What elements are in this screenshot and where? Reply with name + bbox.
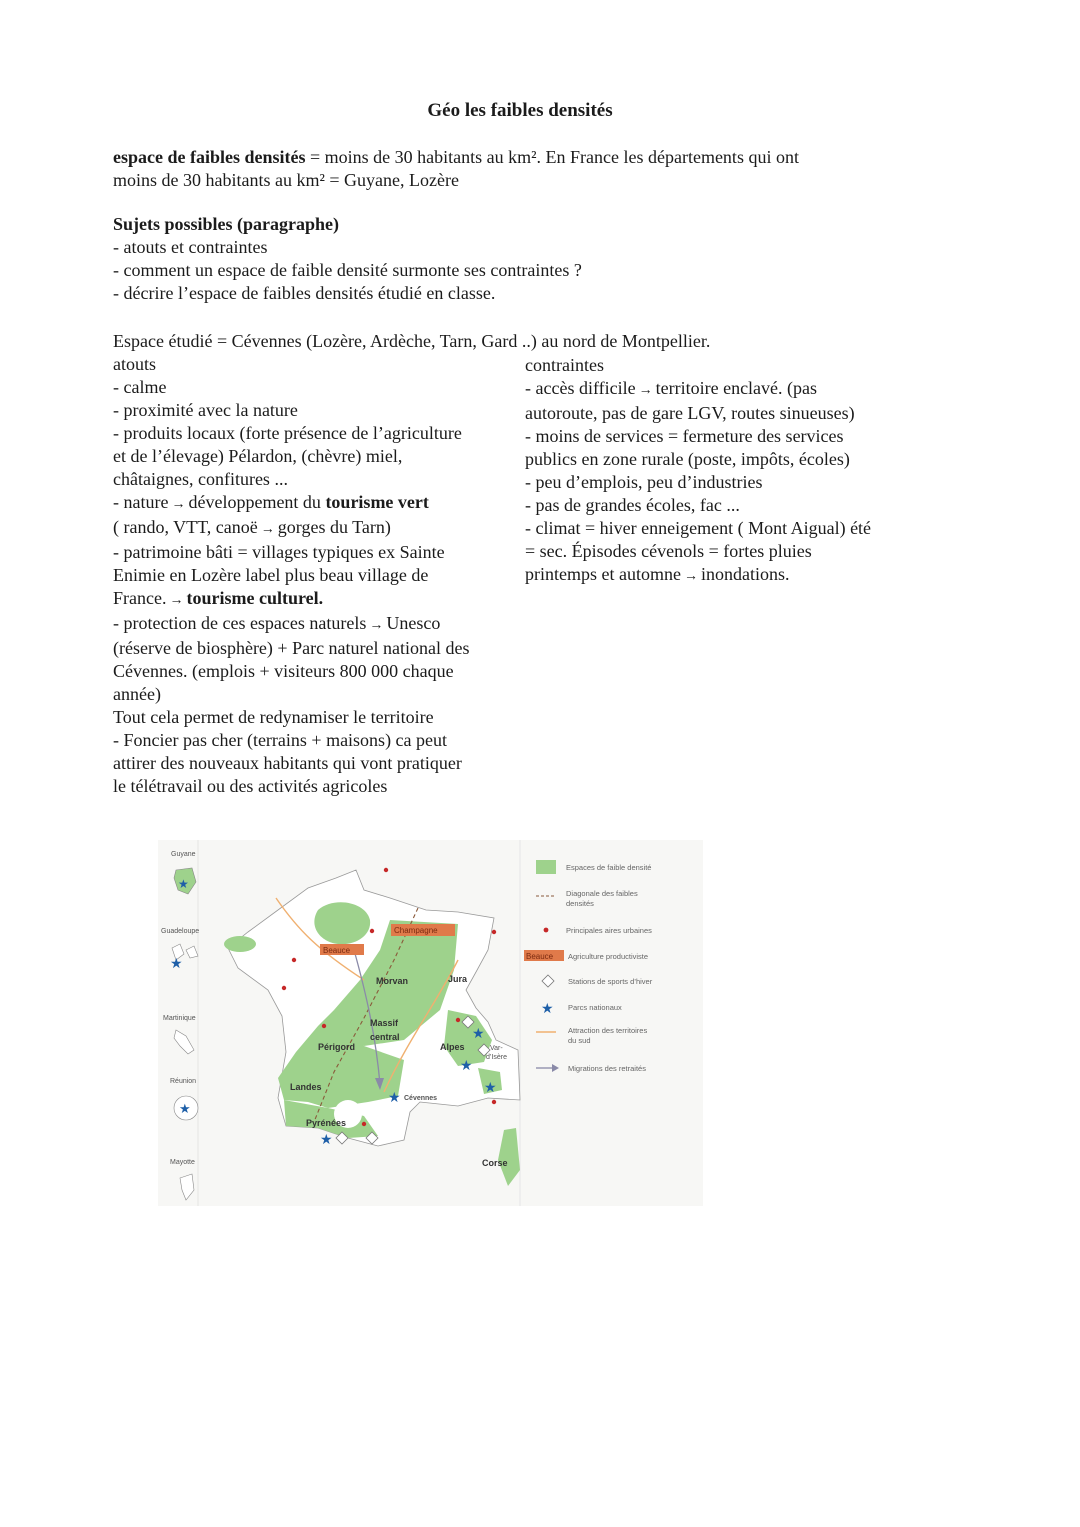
urban-dot	[282, 986, 286, 990]
map-label-cevennes: Cévennes	[404, 1095, 438, 1102]
legend-migration: Migrations des retraités	[568, 1064, 646, 1073]
urban-dot	[384, 868, 388, 872]
legend-low-density: Espaces de faible densité	[566, 863, 652, 872]
urban-dot	[370, 929, 374, 933]
atout-text: gorges du Tarn)	[277, 517, 391, 537]
label-guyane: Guyane	[171, 851, 196, 858]
legend-attraction-2: du sud	[568, 1036, 591, 1045]
atout-line: - Foncier pas cher (terrains + maisons) ca peut	[113, 730, 448, 750]
definition-line2: moins de 30 habitants au km² = Guyane, Lozère	[113, 170, 459, 190]
urban-dot	[456, 1018, 460, 1022]
arrow-icon: →	[171, 497, 186, 512]
map-label-morvan: Morvan	[376, 976, 409, 986]
contrainte-line: autoroute, pas de gare LGV, routes sinueuses)	[525, 403, 855, 423]
legend-swatch-urban	[544, 928, 549, 933]
contrainte-text: inondations.	[700, 564, 790, 584]
atout-text: - protection de ces espaces naturels	[113, 613, 367, 633]
arrow-icon: →	[638, 383, 653, 398]
arrow-icon: →	[169, 593, 184, 608]
legend-parks: Parcs nationaux	[568, 1003, 622, 1012]
atout-line: année)	[113, 684, 161, 704]
contrainte-line: - pas de grandes écoles, fac ...	[525, 495, 740, 515]
france-low-density-map	[158, 840, 703, 1206]
contrainte-line: = sec. Épisodes cévenols = fortes pluies	[525, 541, 812, 561]
legend-agri: Agriculture productiviste	[568, 952, 649, 961]
arrow-icon: →	[260, 522, 275, 537]
legend-swatch-green	[536, 860, 556, 874]
atout-line: - proximité avec la nature	[113, 400, 298, 420]
park-star-icon: ★	[460, 1059, 473, 1074]
legend-urban: Principales aires urbaines	[566, 926, 652, 935]
atout-line: Enimie en Lozère label plus beau village de	[113, 565, 429, 585]
atout-line: (réserve de biosphère) + Parc naturel national des	[113, 638, 470, 658]
contrainte-line	[525, 563, 965, 588]
atout-line: attirer des nouveaux habitants qui vont pratiquer	[113, 753, 462, 773]
atout-bold: tourisme culturel.	[186, 588, 324, 608]
map-label-pyrenees: Pyrénées	[306, 1118, 347, 1128]
atout-line: le télétravail ou des activités agricoles	[113, 776, 388, 796]
low-density-zone	[224, 936, 256, 952]
contrainte-text: territoire enclavé. (pas	[655, 378, 818, 398]
subject-item: - atouts et contraintes	[113, 237, 268, 257]
label-reunion: Réunion	[170, 1078, 197, 1085]
legend-attraction: Attraction des territoires	[568, 1026, 648, 1035]
legend-ski: Stations de sports d’hiver	[568, 977, 653, 986]
atout-line: - calme	[113, 377, 167, 397]
atout-bold: tourisme vert	[325, 492, 429, 512]
park-star-icon: ★	[170, 957, 183, 972]
contraintes-column	[525, 354, 965, 588]
park-star-icon: ★	[179, 1101, 191, 1116]
subject-item: - comment un espace de faible densité surmonte ses contraintes ?	[113, 260, 582, 280]
map-label-alpes: Alpes	[440, 1042, 465, 1052]
label-guadeloupe: Guadeloupe	[161, 928, 200, 935]
map-label-perigord: Périgord	[318, 1042, 356, 1052]
atout-line: - patrimoine bâti = villages typiques ex Sainte	[113, 542, 445, 562]
urban-dot	[292, 958, 296, 962]
atout-text: France.	[113, 588, 167, 608]
arrow-icon: →	[369, 618, 384, 633]
urban-dot	[492, 1100, 496, 1104]
contrainte-line: publics en zone rurale (poste, impôts, écoles)	[525, 449, 850, 469]
label-mayotte: Mayotte	[170, 1159, 195, 1166]
map-label-jura: Jura	[448, 974, 468, 984]
contrainte-line: - climat = hiver enneigement ( Mont Aigual) été	[525, 518, 872, 538]
atout-line: et de l’élevage) Pélardon, (chèvre) miel,	[113, 446, 403, 466]
subject-item: - décrire l’espace de faibles densités étudié en classe.	[113, 283, 496, 303]
urban-dot	[362, 1122, 366, 1126]
park-star-icon: ★	[484, 1081, 497, 1096]
park-star-icon: ★	[320, 1133, 333, 1148]
contrainte-line: - moins de services = fermeture des services	[525, 426, 844, 446]
map-label-var-isere: d’Isère	[486, 1054, 508, 1061]
map-label-champagne: Champagne	[394, 926, 438, 935]
legend-diagonal-2: densités	[566, 899, 594, 908]
atout-line	[113, 516, 533, 541]
atout-line	[113, 612, 533, 637]
park-star-icon: ★	[388, 1091, 401, 1106]
park-star-icon: ★	[472, 1027, 485, 1042]
map-label-central: central	[370, 1032, 400, 1042]
urban-dot	[492, 930, 496, 934]
map-label-beauce: Beauce	[323, 946, 351, 955]
atout-line: Tout cela permet de redynamiser le territoire	[113, 707, 434, 727]
atout-line: châtaignes, confitures ...	[113, 469, 288, 489]
subjects-block	[113, 213, 813, 305]
legend-diagonal: Diagonale des faibles	[566, 889, 638, 898]
atout-line: - produits locaux (forte présence de l’agriculture	[113, 423, 462, 443]
contrainte-text: - accès difficile	[525, 378, 636, 398]
definition-term: espace de faibles densités	[113, 147, 306, 167]
park-star-icon: ★	[178, 877, 189, 891]
atout-line	[113, 491, 533, 516]
definition-block	[113, 146, 913, 192]
atout-text: - nature	[113, 492, 169, 512]
low-density-zone	[314, 902, 370, 944]
contrainte-text: printemps et automne	[525, 564, 681, 584]
atout-text: développement du	[188, 492, 326, 512]
definition-text: = moins de 30 habitants au km². En France les départements qui ont	[305, 147, 799, 167]
contrainte-line	[525, 377, 965, 402]
contrainte-line: - peu d’emplois, peu d’industries	[525, 472, 763, 492]
contraintes-heading: contraintes	[525, 355, 604, 375]
atout-line: Cévennes. (emplois + visiteurs 800 000 chaque	[113, 661, 454, 681]
map-label-landes: Landes	[290, 1082, 322, 1092]
atouts-column	[113, 353, 533, 798]
label-martinique: Martinique	[163, 1015, 196, 1022]
urban-dot	[322, 1024, 326, 1028]
page-title: Géo les faibles densités	[427, 100, 613, 121]
atouts-heading: atouts	[113, 354, 156, 374]
arrow-icon: →	[683, 569, 698, 584]
studied-space: Espace étudié = Cévennes (Lozère, Ardèche, Tarn, Gard ..) au nord de Montpellier.	[113, 331, 711, 351]
subjects-heading: Sujets possibles (paragraphe)	[113, 214, 340, 234]
atout-text: Unesco	[386, 613, 441, 633]
legend-swatch-park-star-icon: ★	[541, 1002, 554, 1017]
atout-text: ( rando, VTT, canoë	[113, 517, 258, 537]
legend-agri-tag: Beauce	[526, 952, 554, 961]
atout-line	[113, 587, 533, 612]
map-label-var: Var-	[490, 1045, 503, 1052]
map-label-massif: Massif	[370, 1018, 399, 1028]
map-label-corse: Corse	[482, 1158, 508, 1168]
